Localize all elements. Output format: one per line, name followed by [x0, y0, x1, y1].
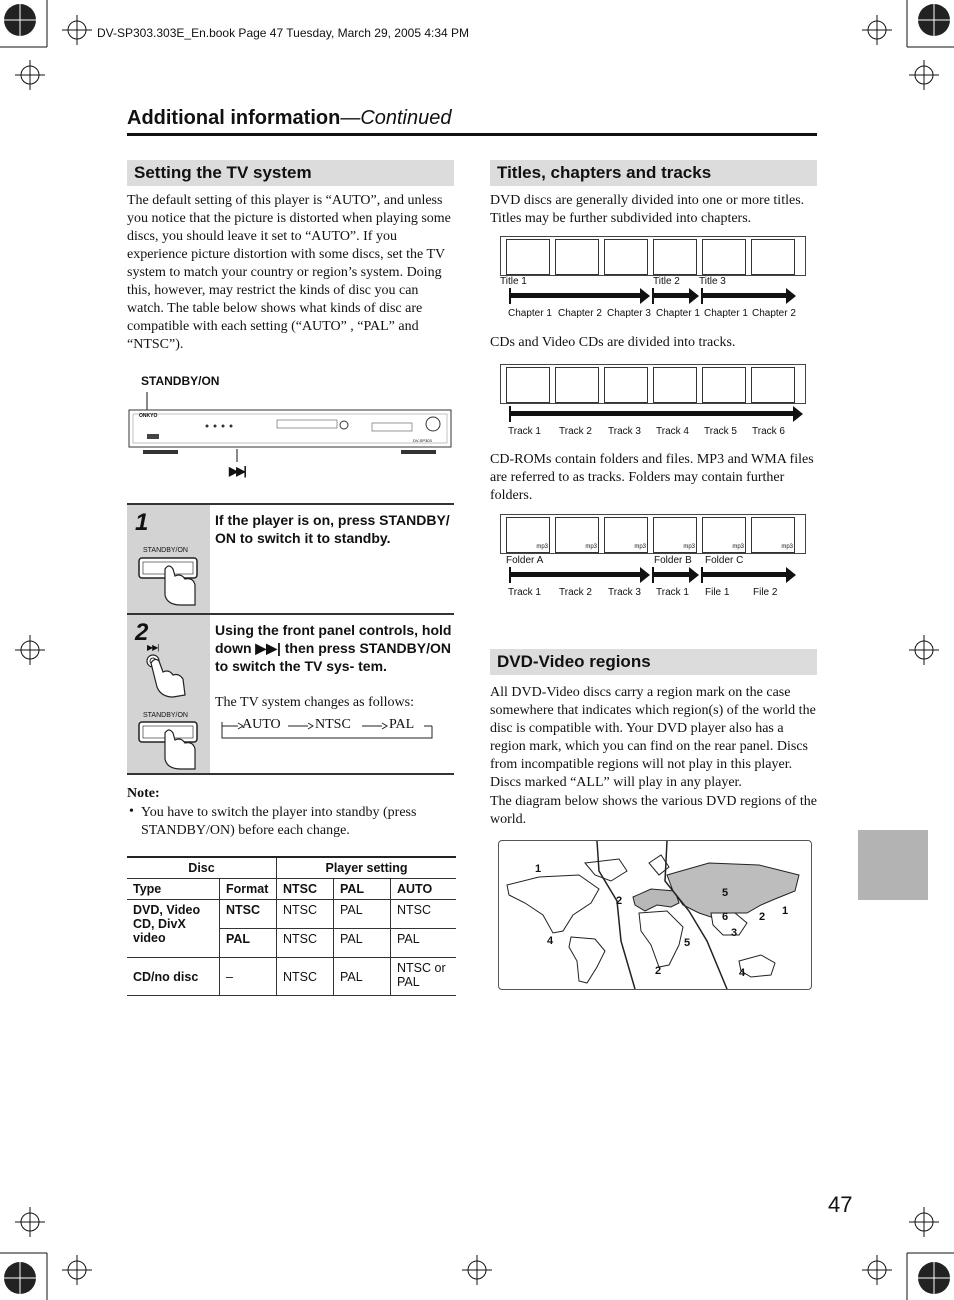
cell-pal: PAL — [334, 900, 391, 929]
table-row — [127, 958, 456, 996]
item-label: File 2 — [753, 587, 778, 598]
file-tag: mp3 — [536, 544, 548, 550]
tv-system-table — [127, 856, 456, 996]
step-2-illustration — [127, 615, 210, 773]
rom-intro: CD-ROMs contain folders and files. MP3 and WMA files are referred to as tracks. Folders may contain further folders. — [490, 452, 814, 503]
step-2-button-label: STANDBY/ON — [143, 712, 188, 719]
standby-button-icon — [137, 555, 201, 607]
cell-ntsc: NTSC — [277, 900, 334, 929]
track-label: Track 5 — [704, 426, 737, 437]
region-number: 2 — [655, 965, 662, 977]
frame-sail — [702, 239, 746, 275]
cdrom-structure-diagram — [490, 512, 817, 602]
title-label: Title 2 — [653, 276, 680, 287]
step-1-number: 1 — [135, 509, 149, 536]
col-ntsc: NTSC — [277, 879, 334, 900]
frame-sail — [702, 367, 746, 403]
step-2 — [127, 613, 454, 775]
section-heading-regions: DVD-Video regions — [490, 649, 817, 675]
frame-tree — [555, 239, 599, 275]
page-number: 47 — [828, 1192, 853, 1217]
chapter-label: Chapter 2 — [558, 308, 602, 319]
file-tag: mp3 — [683, 544, 695, 550]
section-heading-titles: Titles, chapters and tracks — [490, 160, 817, 186]
dvd-structure-diagram — [490, 234, 817, 324]
step-2-skip-icon: ▶▶| — [147, 643, 159, 652]
page-title — [127, 107, 452, 130]
folder-label: Folder B — [654, 555, 692, 566]
step-1-illustration — [127, 505, 210, 615]
cell-auto: PAL — [391, 929, 457, 958]
region-map — [498, 840, 812, 990]
step-1-text: If the player is on, press STANDBY/ ON to switch it to standby. — [215, 512, 450, 546]
region-number: 2 — [759, 911, 766, 923]
frame-skater — [751, 367, 795, 403]
region-number: 2 — [616, 895, 623, 907]
item-label: Track 1 — [508, 587, 541, 598]
table-header-player-setting: Player setting — [277, 857, 457, 879]
track-label: Track 1 — [508, 426, 541, 437]
frame-file — [751, 517, 795, 553]
page-title-continued: —Continued — [340, 107, 452, 129]
cell-format: – — [220, 958, 277, 996]
file-header: DV-SP303.303E_En.book Page 47 Tuesday, March 29, 2005 4:34 PM — [97, 26, 470, 40]
cell-format: NTSC — [220, 900, 277, 929]
step-2-text: Using the front panel controls, hold down ▶▶| then press STANDBY/ON to switch the TV sys- tem. — [215, 622, 452, 674]
note-item: You have to switch the player into standby (press STANDBY/ON) before each change. — [141, 805, 417, 838]
cell-auto: NTSC or PAL — [391, 958, 457, 996]
region-number: 6 — [722, 911, 729, 923]
cell-pal: PAL — [334, 958, 391, 996]
col-type: Type — [127, 879, 220, 900]
frame-folder — [653, 517, 697, 553]
step-1 — [127, 503, 454, 615]
region-number: 4 — [739, 967, 746, 979]
player-brand: ONKYO — [139, 413, 158, 419]
step-2-number: 2 — [135, 619, 149, 646]
folder-label: Folder C — [705, 555, 744, 566]
cell-type-dvd: DVD, Video CD, DivX video — [127, 900, 220, 958]
col-auto: AUTO — [391, 879, 457, 900]
folder-label: Folder A — [506, 555, 544, 566]
item-label: File 1 — [705, 587, 730, 598]
cd-structure-diagram — [490, 362, 817, 442]
frame-flower — [604, 239, 648, 275]
frame-flower — [604, 367, 648, 403]
item-label: Track 3 — [608, 587, 641, 598]
frame-folder — [506, 517, 550, 553]
file-tag: mp3 — [634, 544, 646, 550]
chapter-label: Chapter 2 — [752, 308, 796, 319]
cell-auto: NTSC — [391, 900, 457, 929]
frame-tree — [555, 367, 599, 403]
note-bullet: • — [129, 804, 134, 819]
table-row — [127, 900, 456, 929]
track-label: Track 6 — [752, 426, 785, 437]
page-edge-tab — [858, 830, 928, 900]
file-tag: mp3 — [585, 544, 597, 550]
track-label: Track 3 — [608, 426, 641, 437]
title-label: Title 1 — [500, 276, 527, 287]
chapter-label: Chapter 1 — [508, 308, 552, 319]
col-pal: PAL — [334, 879, 391, 900]
standby-button-icon — [137, 719, 201, 771]
region-number: 1 — [535, 863, 542, 875]
title-label: Title 3 — [699, 276, 726, 287]
frame-file — [604, 517, 648, 553]
cycle-pal: PAL — [389, 717, 415, 732]
frame-folder — [702, 517, 746, 553]
table-header-disc: Disc — [127, 857, 277, 879]
item-label: Track 1 — [656, 587, 689, 598]
tv-paragraph: The default setting of this player is “AUTO”, and unless you notice that the picture is distorted when playing some discs, you should leave it set to “AUTO”. If you experience picture distortion with some discs, set the TV system to match your country or region’s system. Doing this, however, may restrict the kinds of disc you can watch. The table below shows what kinds of disc are compatible with each setting (“AUTO” , “PAL” and “NTSC”). — [127, 193, 451, 352]
skip-forward-icon: ▶▶| — [229, 464, 245, 478]
track-label: Track 2 — [559, 426, 592, 437]
cd-intro: CDs and Video CDs are divided into tracks. — [490, 335, 736, 350]
region-number: 3 — [731, 927, 738, 939]
region-number: 5 — [684, 937, 691, 949]
frame-leaf — [506, 239, 550, 275]
regions-para2: The diagram below shows the various DVD regions of the world. — [490, 794, 817, 827]
frame-skater — [751, 239, 795, 275]
chapter-label: Chapter 3 — [607, 308, 651, 319]
cell-pal: PAL — [334, 929, 391, 958]
cell-type-cd: CD/no disc — [127, 958, 220, 996]
cycle-auto: AUTO — [242, 717, 281, 732]
cell-ntsc: NTSC — [277, 958, 334, 996]
skip-button-press-icon — [143, 653, 193, 703]
frame-bird — [653, 239, 697, 275]
item-label: Track 2 — [559, 587, 592, 598]
region-number: 1 — [782, 905, 789, 917]
page-title-main: Additional information — [127, 107, 341, 129]
file-tag: mp3 — [732, 544, 744, 550]
note-title: Note: — [127, 786, 160, 801]
standby-label: STANDBY/ON — [141, 374, 220, 388]
frame-bird — [653, 367, 697, 403]
chapter-label: Chapter 1 — [704, 308, 748, 319]
cell-format: PAL — [220, 929, 277, 958]
frame-leaf — [506, 367, 550, 403]
track-label: Track 4 — [656, 426, 689, 437]
col-format: Format — [220, 879, 277, 900]
section-heading-tv-system: Setting the TV system — [127, 160, 454, 186]
cell-ntsc: NTSC — [277, 929, 334, 958]
step-1-button-label: STANDBY/ON — [143, 547, 188, 554]
chapter-label: Chapter 1 — [656, 308, 700, 319]
title-rule — [127, 133, 817, 136]
tv-system-cycle — [220, 716, 432, 738]
region-number: 5 — [722, 887, 729, 899]
titles-intro: DVD discs are generally divided into one or more titles. Titles may be further subdivided into chapters. — [490, 193, 805, 226]
file-tag: mp3 — [781, 544, 793, 550]
cycle-ntsc: NTSC — [315, 717, 351, 732]
dvd-player-illustration — [127, 392, 454, 474]
player-model: DV-SP303 — [413, 438, 432, 443]
frame-file — [555, 517, 599, 553]
region-number: 4 — [547, 935, 554, 947]
step-2-subtext: The TV system changes as follows: — [215, 695, 414, 710]
regions-para1: All DVD-Video discs carry a region mark on the case somewhere that indicates which region(s) of the world the disc is compatible with. Your DVD player also has a region mark, which you can find on the rear panel. Discs from incompatible regions will not play in this player. Discs marked “ALL” will play in any player. — [490, 685, 816, 790]
